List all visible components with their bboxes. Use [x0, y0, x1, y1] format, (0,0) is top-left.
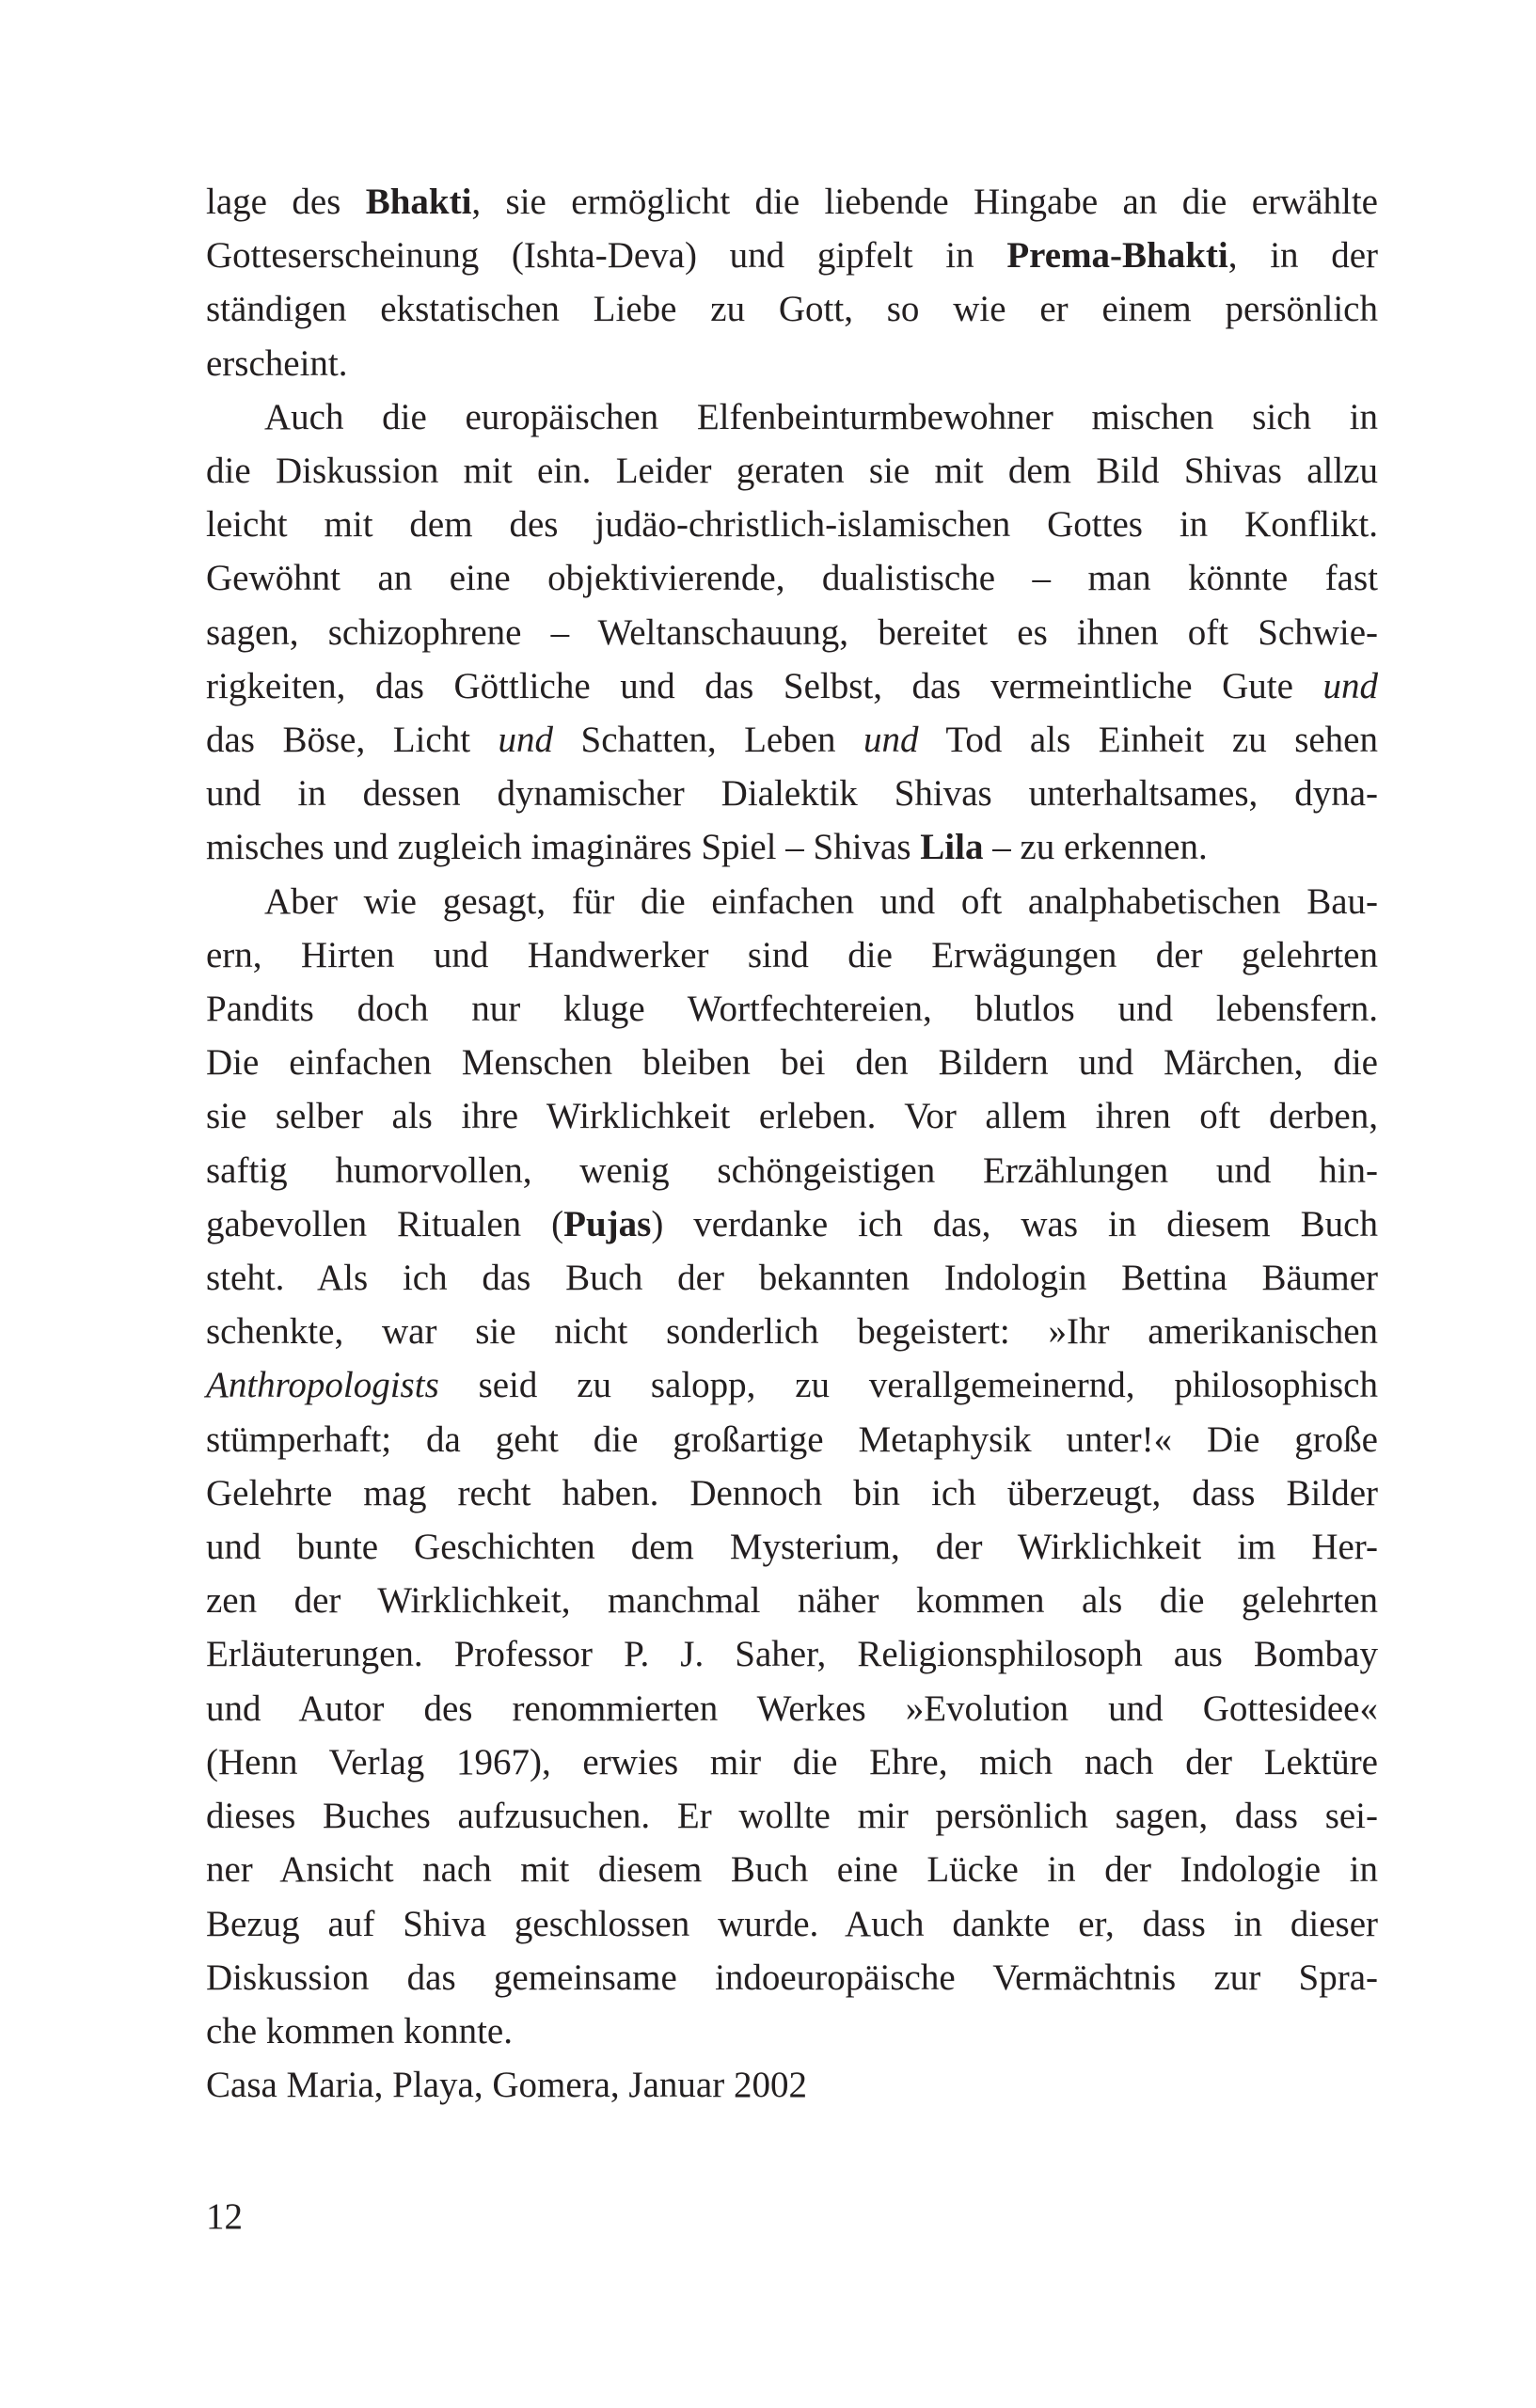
page-number: 12: [206, 2196, 243, 2237]
bold-term: Pujas: [563, 1203, 652, 1244]
italic-term: Anthropologists: [206, 1365, 439, 1406]
text-line: [206, 1036, 1378, 1089]
text-run: steht. Als ich das Buch der bekannten Indologin Bettina Bäumer: [206, 1258, 1378, 1299]
bold-term: Bhakti: [365, 182, 472, 222]
bold-term: Lila: [920, 827, 984, 868]
text-line: [206, 1627, 1378, 1681]
text-line: [206, 1520, 1378, 1574]
text-line: [206, 2004, 1378, 2058]
text-line: [206, 444, 1378, 498]
text-run: Erläuterungen. Professor P. J. Saher, Religionsphilosoph aus Bombay: [206, 1634, 1378, 1675]
text-run: Bezug auf Shiva geschlossen wurde. Auch dankte er, dass in dieser: [206, 1903, 1378, 1944]
text-line: [206, 337, 1378, 390]
text-run: sie selber als ihre Wirklichkeit erleben. Vor allem ihren oft derben,: [206, 1096, 1378, 1137]
text-line: [206, 1682, 1378, 1735]
text-run: misches und zugleich imaginäres Spiel – Shivas: [206, 827, 921, 868]
text-run: zen der Wirklichkeit, manchmal näher kommen als die gelehrten: [206, 1580, 1378, 1622]
italic-term: und: [1322, 665, 1378, 706]
text-run: Gelehrte mag recht haben. Dennoch bin ich überzeugt, dass Bilder: [206, 1472, 1378, 1513]
text-run: lage des: [206, 182, 366, 222]
text-run: die Diskussion mit ein. Leider geraten sie mit dem Bild Shivas allzu: [206, 451, 1378, 492]
text-run: ständigen ekstatischen Liebe zu Gott, so wie er einem persönlich: [206, 289, 1378, 330]
text-run: gabevollen Ritualen (: [206, 1203, 564, 1244]
paragraph: [206, 390, 1378, 875]
paragraph: [206, 875, 1378, 2058]
text-line: [206, 1843, 1378, 1896]
text-run: leicht mit dem des judäo-christlich-islamischen Gottes in Konflikt.: [206, 504, 1378, 546]
text-run: erscheint.: [206, 342, 348, 384]
text-run: Diskussion das gemeinsame indoeuropäische Vermächtnis zur Spra-: [206, 1956, 1378, 1998]
text-run: Tod als Einheit zu sehen: [918, 720, 1378, 761]
text-run: Auch die europäischen Elfenbeinturmbewohner mischen sich in: [264, 396, 1378, 437]
text-run: seid zu salopp, zu verallgemeinernd, philosophisch: [438, 1365, 1378, 1406]
text-line: [206, 1305, 1378, 1358]
text-run: Die einfachen Menschen bleiben bei den Bildern und Märchen, die: [206, 1042, 1378, 1084]
paragraphs: [206, 175, 1378, 2058]
text-run: sagen, schizophrene – Weltanschauung, bereitet es ihnen oft Schwie-: [206, 611, 1378, 653]
text-line: [206, 1144, 1378, 1197]
text-run: schenkte, war sie nicht sonderlich begeistert: »Ihr amerikanischen: [206, 1311, 1378, 1353]
page-body: [206, 175, 1378, 2112]
text-line: [206, 659, 1378, 713]
text-line: [206, 982, 1378, 1036]
text-line: [206, 1089, 1378, 1143]
bold-term: Prema-Bhakti: [1006, 235, 1228, 277]
text-line: [206, 1951, 1378, 2004]
text-line: [206, 767, 1378, 820]
text-line: [206, 875, 1378, 928]
text-run: dieses Buches aufzusuchen. Er wollte mir persönlich sagen, dass sei-: [206, 1796, 1378, 1837]
text-line: [206, 1358, 1378, 1412]
text-line: [206, 928, 1378, 982]
text-run: che kommen konnte.: [206, 2010, 513, 2052]
text-run: , in der: [1227, 235, 1378, 277]
text-line: [206, 390, 1378, 444]
text-run: Schatten, Leben: [553, 720, 864, 761]
text-run: ) verdanke ich das, was in diesem Buch: [651, 1203, 1378, 1244]
text-run: das Böse, Licht: [206, 720, 499, 761]
text-run: Gewöhnt an eine objektivierende, dualistische – man könnte fast: [206, 558, 1378, 599]
signoff-line: Casa Maria, Playa, Gomera, Januar 2002: [206, 2065, 807, 2106]
text-run: ner Ansicht nach mit diesem Buch eine Lücke in der Indologie in: [206, 1849, 1378, 1891]
text-line: [206, 498, 1378, 551]
text-run: und in dessen dynamischer Dialektik Shivas unterhaltsames, dyna-: [206, 773, 1378, 815]
text-line: [206, 229, 1378, 282]
text-run: Pandits doch nur kluge Wortfechtereien, blutlos und lebensfern.: [206, 989, 1378, 1030]
text-run: Aber wie gesagt, für die einfachen und oft analphabetischen Bau-: [264, 880, 1378, 922]
text-line: [206, 820, 1378, 874]
text-run: Gotteserscheinung (Ishta-Deva) und gipfelt in: [206, 235, 1007, 277]
text-line: [206, 551, 1378, 605]
italic-term: und: [498, 720, 554, 761]
text-line: [206, 1413, 1378, 1466]
text-run: rigkeiten, das Göttliche und das Selbst, das vermeintliche Gute: [206, 665, 1323, 706]
text-line: [206, 1197, 1378, 1251]
text-line: [206, 175, 1378, 229]
text-line: [206, 282, 1378, 336]
text-line: [206, 1251, 1378, 1305]
text-run: stümperhaft; da geht die großartige Metaphysik unter!« Die große: [206, 1418, 1378, 1460]
text-line: [206, 1574, 1378, 1627]
italic-term: und: [863, 720, 919, 761]
text-run: saftig humorvollen, wenig schöngeistigen Erzählungen und hin-: [206, 1149, 1378, 1191]
text-run: , sie ermöglicht die liebende Hingabe an die erwählte: [471, 182, 1378, 222]
text-line: [206, 606, 1378, 659]
text-line: [206, 1735, 1378, 1789]
text-line: [206, 1789, 1378, 1843]
text-run: ern, Hirten und Handwerker sind die Erwägungen der gelehrten: [206, 934, 1378, 975]
text-run: (Henn Verlag 1967), erwies mir die Ehre, mich nach der Lektüre: [206, 1741, 1378, 1782]
text-line: [206, 1897, 1378, 1951]
text-line: [206, 1466, 1378, 1520]
text-run: und bunte Geschichten dem Mysterium, der Wirklichkeit im Her-: [206, 1527, 1378, 1568]
paragraph: [206, 175, 1378, 390]
text-line: [206, 713, 1378, 767]
text-run: – zu erkennen.: [983, 827, 1208, 868]
text-run: und Autor des renommierten Werkes »Evolution und Gottesidee«: [206, 1687, 1378, 1729]
